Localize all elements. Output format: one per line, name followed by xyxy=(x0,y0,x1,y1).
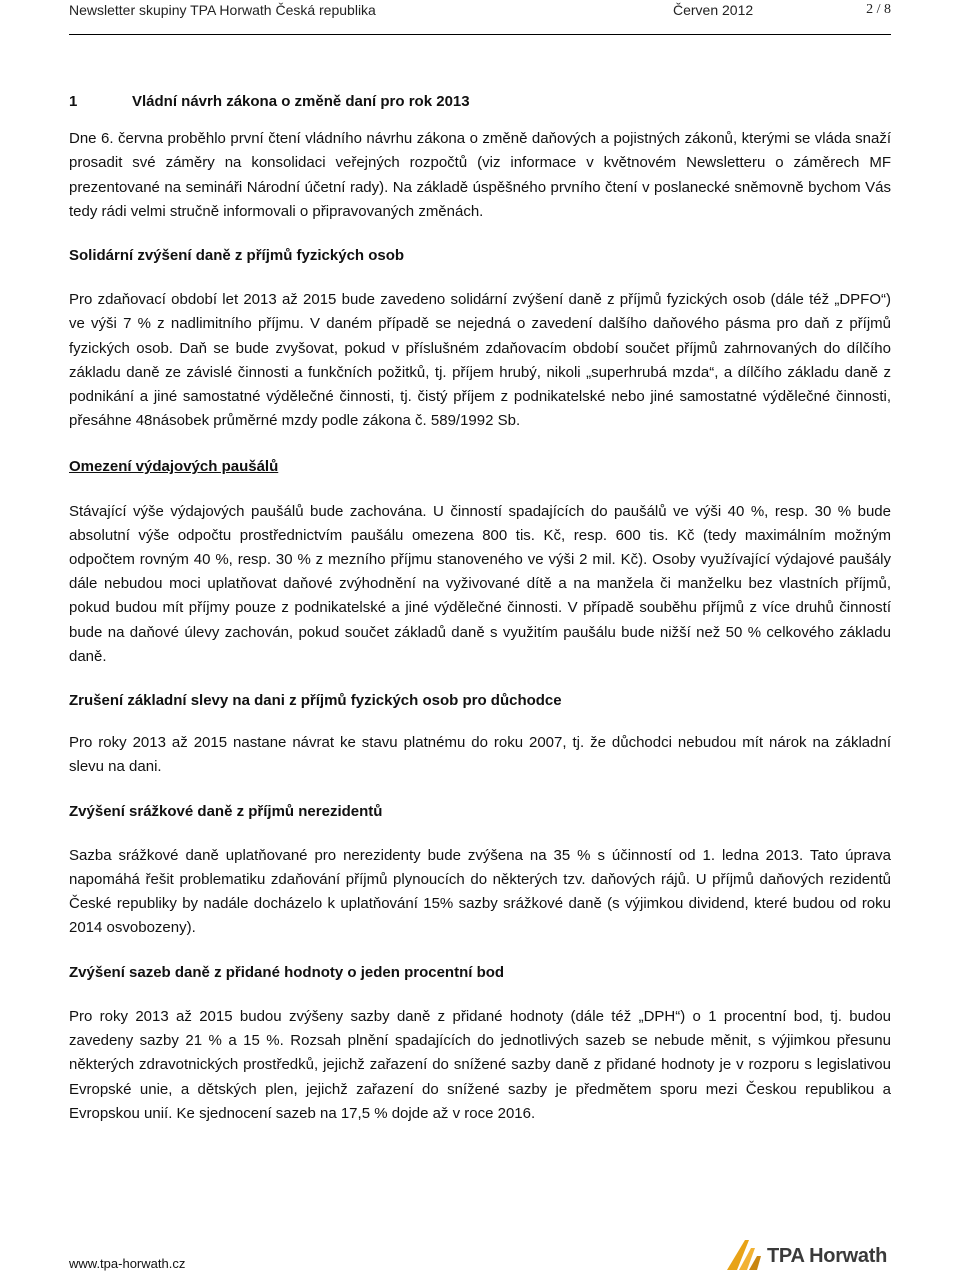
intro-paragraph: Dne 6. června proběhlo první čtení vládního návrhu zákona o změně daňových a pojistných zákonů, kterými se vláda snaží prosadit své záměry na konsolidaci veřejných rozpočtů (viz informace v květnovém Newsletteru o záměrech MF prezentované na semináři Národní účetní rady). Na základě úspěšného prvního čtení v poslanecké sněmovně bychom Vás tedy rádi velmi stručně informovali o připravovaných změnách. xyxy=(69,130,891,220)
paragraph-solidarity-tax: Pro zdaňovací období let 2013 až 2015 bude zavedeno solidární zvýšení daně z příjmů fyzických osob (dále též „DPFO“) ve výši 7 % z nadlimitního příjmu. V daném případě se nejedná o zavedení dalšího daňového pásma pro daň z příjmů fyzických osob. Daň se bude zvyšovat, pokud v příslušném zdaňovacím období součet příjmů zahrnovaných do dílčího základu daně ze závislé činnosti a funkčních požitků, tj. příjem hrubý, nikoli „superhrubá mzda“, a dílčího základu daně z podnikání a jiné samostatné výdělečné činnosti, tj. čistý příjem z podnikatelské nebo jiné samostatné výdělečné činnosti, přesáhne 48násobek průměrné mzdy podle zákona č. 589/1992 Sb. xyxy=(69,291,891,430)
header-rule xyxy=(69,34,891,35)
heading-solidarity-tax: Solidární zvýšení daně z příjmů fyzických osob xyxy=(69,247,405,265)
main-content xyxy=(69,90,891,1126)
paragraph-vat-increase: Pro roky 2013 až 2015 budou zvýšeny sazby daně z přidané hodnoty (dále též „DPH“) o 1 procentní bod, tj. budou zavedeny sazby 21 % a 15 %. Rozsah plnění spadajících do jednotlivých sazeb se nebude měnit, s výjimkou přesunu některých zdravotnických prostředků, jejichž zařazení do snížené sazby daně z přidané hodnoty je v rozporu s legislativou Evropské unie, a dětských plen, jejichž zařazení do snížené sazby je předmětem sporu mezi Českou republikou a Evropskou unií. Ke sjednocení sazeb na 17,5 % dojde až v roce 2016. xyxy=(69,1007,891,1122)
section-title xyxy=(69,90,891,114)
paragraph-expense-flat-rates: Stávající výše výdajových paušálů bude zachována. U činností spadajících do paušálů ve výši 40 %, resp. 30 % bude absolutní výše odpočtu prostřednictvím paušálu omezena 800 tis. Kč, resp. 600 tis. Kč (tedy maximálním možným odpočtem rovným 40 %, resp. 30 % z mezního příjmu stanoveného ve výši 2 mil. Kč). Osoby využívající výdajové paušály dále nebudou moci uplatňovat daňové zvýhodnění na vyživované dítě a na manžela či manželku bez vlastních příjmů, pokud budou mít příjmy pouze z podnikatelské a jiné výdělečné činnosti. V případě souběhu příjmů z více druhů činností bude na daňové úlevy zachován, pokud součet základů daně s využitím paušálu bude nižší než 50 % celkového základu daně. xyxy=(69,502,891,665)
newsletter-title: Newsletter skupiny TPA Horwath Česká republika xyxy=(69,2,376,18)
logo-mark-icon xyxy=(727,1238,767,1272)
company-logo xyxy=(727,1238,897,1272)
heading-expense-flat-rates: Omezení výdajových paušálů xyxy=(69,458,279,476)
issue-month: Červen 2012 xyxy=(673,2,754,18)
heading-vat-increase: Zvýšení sazeb daně z přidané hodnoty o jeden procentní bod xyxy=(69,963,505,981)
paragraph-pensioner-discount: Pro roky 2013 až 2015 nastane návrat ke stavu platnému do roku 2007, tj. že důchodci nebudou mít nárok na základní slevu na dani. xyxy=(69,734,891,776)
heading-pensioner-discount: Zrušení základní slevy na dani z příjmů fyzických osob pro důchodce xyxy=(69,692,562,710)
page-number: 2 / 8 xyxy=(866,2,891,17)
footer-url-link[interactable]: www.tpa-horwath.cz xyxy=(69,1256,186,1271)
paragraph-withholding-tax: Sazba srážkové daně uplatňované pro nerezidenty bude zvýšena na 35 % s účinností od 1. ledna 2013. Tato úprava napomáhá řešit problematiku zdaňování příjmů plynoucích do některých tzv. daňových rájů. U příjmů daňových rezidentů České republiky by nadále docházelo k uplatňování 15% sazby srážkové daně (s výjimkou dividend, které budou od roku 2014 osvobozeny). xyxy=(69,846,891,937)
logo-wordmark: TPA Horwath xyxy=(767,1245,888,1267)
heading-withholding-tax: Zvýšení srážkové daně z příjmů nerezidentů xyxy=(69,802,383,820)
section-title-text: Vládní návrh zákona o změně daní pro rok 2013 xyxy=(132,93,470,110)
page-header xyxy=(69,0,891,34)
section-number: 1 xyxy=(69,93,78,110)
